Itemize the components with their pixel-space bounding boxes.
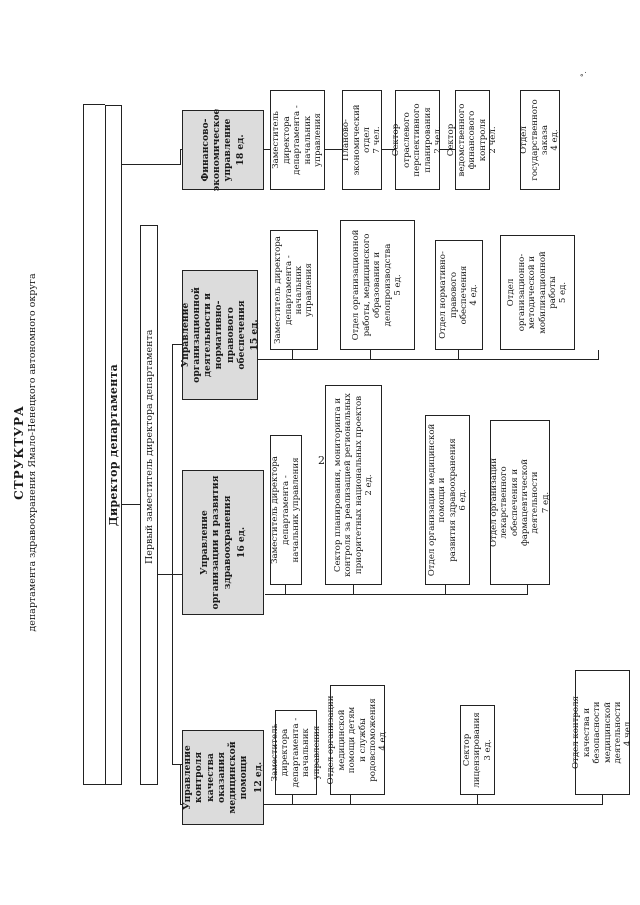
connector <box>285 585 286 595</box>
page-number: 2 <box>318 454 325 467</box>
connector <box>370 350 371 360</box>
unit-box: Планово-экономический отдел 7 чел. <box>342 90 382 190</box>
chart-subtitle: департамента здравоохранения Ямало-Ненецкого автономного округа <box>27 273 38 632</box>
dept-head-finance: Финансово- экономическое управление 18 ед. <box>182 110 264 190</box>
connector <box>258 359 598 360</box>
connector <box>180 150 181 165</box>
unit-box: Отдел государственного заказа 4 ед. <box>520 90 560 190</box>
unit-box: Отдел организации медицинской помощи детям и службы родовспоможения 4 ед. <box>330 685 385 795</box>
connector <box>180 765 181 805</box>
director-box: Директор департамента <box>105 105 122 785</box>
connector <box>527 585 528 595</box>
unit-box: Сектор планирования, мониторинга и контроля за реализацией региональных приоритетных национальных проектов 2 ед. <box>325 385 382 585</box>
unit-box: Отдел контроля качества и безопасности медицинской деятельности 4 чел. <box>575 670 630 795</box>
unit-box: Заместитель директора департамента - начальник управления <box>270 90 325 190</box>
connector <box>172 345 173 765</box>
unit-box: Отдел организационной работы, медицинского образования и делопроизводства 5 ед. <box>340 220 415 350</box>
connector <box>83 784 105 785</box>
connector <box>353 585 354 595</box>
connector <box>158 574 182 575</box>
connector <box>477 795 478 805</box>
dept-head-legal: Управление организационной деятельности и нормативно- правового обеспечения 15 ед. <box>182 270 258 400</box>
dept-head-org: Управление организации и развития здравоохранения 16 ед. <box>182 470 264 615</box>
connector <box>458 350 459 360</box>
connector <box>350 795 351 805</box>
connector <box>265 594 527 595</box>
corner-mark: °. <box>580 71 588 77</box>
chart-title: СТРУКТУРА <box>12 405 26 500</box>
connector <box>598 350 599 360</box>
unit-box: Сектор лицензирования 3 ед. <box>460 705 495 795</box>
unit-box: Заместитель директора департамента - начальник управления <box>270 230 318 350</box>
unit-box: Заместитель директора департамента - начальник управления <box>275 710 317 795</box>
connector <box>83 105 84 785</box>
unit-box: Отдел организации медицинской помощи и развития здравоохранения 6 ед. <box>425 415 470 585</box>
connector <box>602 795 603 805</box>
connector <box>83 104 105 105</box>
connector <box>292 350 293 360</box>
unit-box: Отдел организационно- методической и мобилизационной работы 5 ед. <box>500 235 575 350</box>
connector <box>292 795 293 805</box>
unit-box: Сектор отраслевого перспективного планирования 2 чел. <box>395 90 440 190</box>
first-deputy-box: Первый заместитель директора департамента <box>140 225 158 785</box>
connector <box>122 164 180 165</box>
unit-box: Отдел нормативно- правового обеспечения 4 ед. <box>435 240 483 350</box>
unit-box: Отдел организации лекарственного обеспечения и фармацевтической деятельности 7 ед. <box>490 420 550 585</box>
connector <box>445 585 446 595</box>
unit-box: Сектор ведомственного финансового контроля 2 чел. <box>455 90 490 190</box>
unit-box: Заместитель директора департамента - начальник управления <box>270 435 302 585</box>
dept-head-quality: Управление контроля качества оказания медицинской помощи 12 ед. <box>182 730 264 825</box>
connector <box>122 504 140 505</box>
